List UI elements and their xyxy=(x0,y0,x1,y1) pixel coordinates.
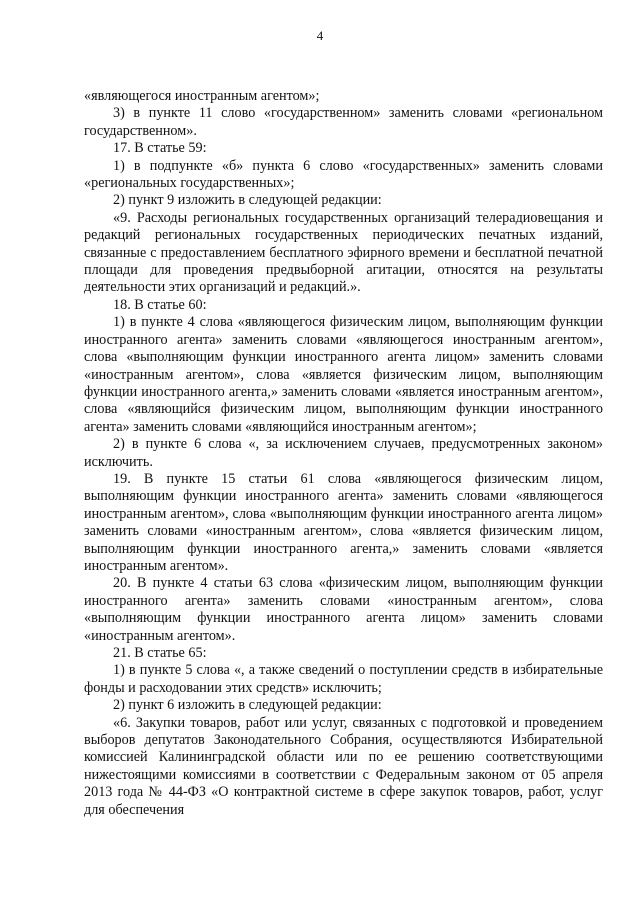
page-number: 4 xyxy=(316,28,324,43)
paragraph: 1) в пункте 5 слова «, а также сведений о поступлении средств в избирательные фонды и расходовании этих средств» исключить; xyxy=(84,662,603,696)
paragraph: 2) пункт 6 изложить в следующей редакции: xyxy=(113,697,382,714)
paragraph: 21. В статье 65: xyxy=(113,645,207,661)
paragraph: 2) пункт 9 изложить в следующей редакции: xyxy=(113,192,382,209)
paragraph: «являющегося иностранным агентом»; xyxy=(84,88,320,104)
paragraph: 2) в пункте 6 слова «, за исключением случаев, предусмотренных законом» исключить. xyxy=(84,436,603,470)
paragraph: 19. В пункте 15 статьи 61 слова «являющегося физическим лицом, выполняющим функции иностранного агента» заменить словами «являющегося иностранным агентом», слова «выполняющим функции иностранного агента лицом» заменить словами «иностранным агентом», слова «является физическим лицом, выполняющим функции иностранного агента,» заменить словами «является иностранным агентом». xyxy=(84,470,603,574)
paragraph: 20. В пункте 4 статьи 63 слова «физическим лицом, выполняющим функции иностранного агента» заменить словами «иностранным агентом», слова «выполняющим функции иностранного агента лицом» заменить словами «иностранным агентом». xyxy=(84,575,603,644)
paragraph: 17. В статье 59: xyxy=(113,140,207,157)
paragraph: 1) в пункте 4 слова «являющегося физическим лицом, выполняющим функции иностранного агента» заменить словами «являющегося иностранным агентом», слова «выполняющим функции иностранного агента лицом» заменить словами «иностранным агентом», слова «является физическим лицом, выполняющим функции иностранного агента,» заменить словами «является иностранным агентом», слова «являющийся физическим лицом, выполняющим функции иностранного агента» заменить словами «являющийся иностранным агентом»; xyxy=(84,314,603,435)
paragraph: 3) в пункте 11 слово «государственном» заменить словами «региональном государственном». xyxy=(84,105,603,139)
document-body xyxy=(84,88,603,819)
paragraph: «9. Расходы региональных государственных организаций телерадиовещания и редакций региональных государственных периодических печатных изданий, связанные с предоставлением бесплатного эфирного времени и бесплатной печатной площади для проведения предвыборной агитации, относятся на результаты деятельности этих организаций и редакций.». xyxy=(84,209,603,296)
paragraph: 18. В статье 60: xyxy=(113,296,207,313)
paragraph: 1) в подпункте «б» пункта 6 слово «государственных» заменить словами «региональных государственных»; xyxy=(84,157,603,192)
paragraph: «6. Закупки товаров, работ или услуг, связанных с подготовкой и проведением выборов депутатов Законодательного Собрания, осуществляются Избирательной комиссией Калининградской области или по ее решению соответствующими нижестоящими комиссиями в соответствии с Федеральным законом от 05 апреля 2013 года № 44-ФЗ «О контрактной системе в сфере закупок товаров, работ, услуг для обеспечения xyxy=(84,714,603,818)
